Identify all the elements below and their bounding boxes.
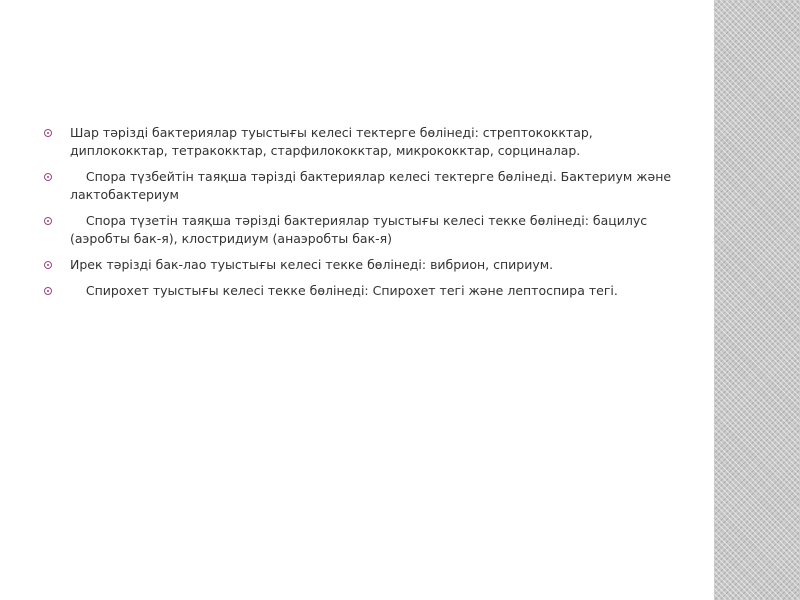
list-item <box>44 282 674 300</box>
bullet-text: Спирохет туыстығы келесі текке бөлінеді: Спирохет тегі және лептоспира тегі. <box>70 283 618 298</box>
bullet-list <box>44 124 674 308</box>
bullet-text: Спора түзетін таяқша тәрізді бактериялар туыстығы келесі текке бөлінеді: бацилус (аэробты бак-я), клостридиум (анаэробты бак-я) <box>70 213 652 246</box>
list-item <box>44 124 674 160</box>
bullet-text: Ирек тәрізді бак-лао туыстығы келесі текке бөлінеді: вибрион, спириум. <box>70 257 554 272</box>
bullet-icon <box>44 173 52 181</box>
bullet-icon <box>44 287 52 295</box>
decorative-side-band <box>714 0 800 600</box>
bullet-icon <box>44 129 52 137</box>
bullet-icon <box>44 217 52 225</box>
bullet-text: Спора түзбейтін таяқша тәрізді бактериялар келесі тектерге бөлінеді. Бактериум және лактобактериум <box>70 169 676 202</box>
list-item <box>44 168 674 204</box>
bullet-text: Шар тәрізді бактериялар туыстығы келесі тектерге бөлінеді: стрептококктар, диплококктар, тетракокктар, старфилококктар, микрококктар, сорциналар. <box>70 125 597 158</box>
list-item <box>44 256 674 274</box>
list-item <box>44 212 674 248</box>
bullet-icon <box>44 261 52 269</box>
